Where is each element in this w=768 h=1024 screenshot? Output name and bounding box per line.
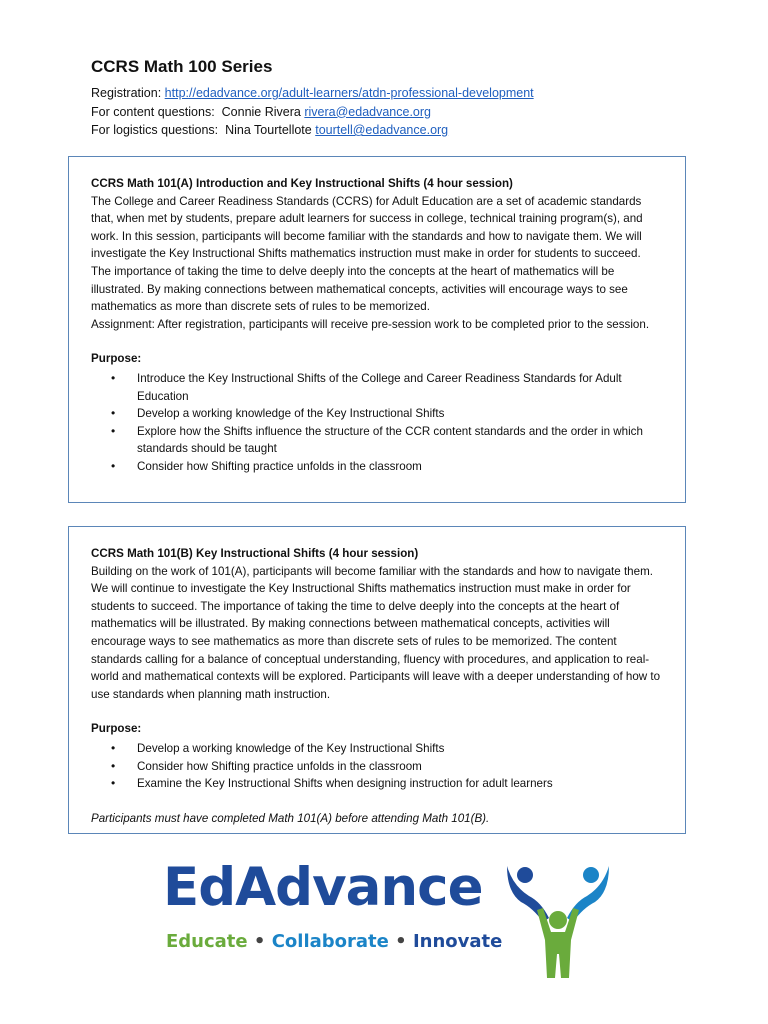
tagline-separator: •	[395, 931, 407, 952]
content-contact-line	[91, 103, 731, 122]
page-title: CCRS Math 100 Series	[91, 57, 273, 76]
content-email-link[interactable]: rivera@edadvance.org	[304, 104, 431, 119]
session-b-prerequisite-note: Participants must have completed Math 101(A) before attending Math 101(B).	[91, 811, 490, 825]
session-a-box	[68, 156, 686, 503]
session-a-body: The College and Career Readiness Standards (CCRS) for Adult Education are a set of academic standards that, when met by students, prepare adult learners for success in college, technical training program(s), and work. In this session, participants will become familiar with the standards and how to navigate them. We will investigate the Key Instructional Shifts mathematics instruction must make in order for students to succeed. The importance of taking the time to delve deeply into the concepts at the heart of mathematics will be illustrated. By making connections between mathematical concepts, activities will encourage ways to see mathematics as more than discrete sets of rules to be memorized.	[91, 194, 643, 314]
session-b-body: Building on the work of 101(A), participants will become familiar with the standards and how to navigate them. We will continue to investigate the Key Instructional Shifts mathematics instruction must make in order for students to succeed. The importance of taking the time to delve deeply into the concepts at the heart of mathematics will be illustrated. By making connections between mathematical concepts, activities will encourage ways to see mathematics as more than discrete sets of rules to be memorized. The content standards calling for a balance of conceptual understanding, fluency with procedures, and application to real-world and mathematical contexts will be explored. Participants will leave with a deeper understanding of how to use standards when planning math instruction.	[91, 564, 661, 701]
list-item: • Develop a working knowledge of the Key Instructional Shifts	[137, 740, 663, 758]
people-icon	[503, 858, 613, 988]
session-a-title: CCRS Math 101(A) Introduction and Key Instructional Shifts (4 hour session)	[91, 177, 513, 190]
registration-line	[91, 84, 731, 103]
session-a-purpose-list	[91, 370, 663, 476]
list-item: • Examine the Key Instructional Shifts when designing instruction for adult learners	[137, 775, 663, 793]
session-b-box	[68, 526, 686, 834]
tagline-collaborate: Collaborate	[271, 931, 389, 952]
logistics-email-link[interactable]: tourtell@edadvance.org	[315, 123, 449, 137]
list-item: • Introduce the Key Instructional Shifts of the College and Career Readiness Standards for Adult Education	[137, 370, 663, 405]
logo-advance: Advance	[235, 857, 483, 918]
session-b-title: CCRS Math 101(B) Key Instructional Shifts (4 hour session)	[91, 547, 419, 560]
content-contact-name: Connie Rivera	[221, 104, 301, 119]
session-a-assignment: Assignment: After registration, participants will receive pre-session work to be completed prior to the session.	[91, 317, 650, 331]
session-b-purpose-list	[91, 740, 663, 793]
session-a-purpose-label: Purpose:	[91, 352, 142, 366]
logistics-contact-line	[91, 121, 731, 140]
logistics-label: For logistics questions:	[91, 123, 219, 137]
logo-ed: Ed	[163, 857, 236, 918]
logistics-contact-name: Nina Tourtellote	[225, 123, 312, 137]
registration-label: Registration:	[91, 86, 162, 100]
list-item: • Consider how Shifting practice unfolds in the classroom	[137, 458, 663, 476]
list-item: • Develop a working knowledge of the Key Instructional Shifts	[137, 405, 663, 423]
logo-tagline	[166, 931, 502, 952]
tagline-educate: Educate	[166, 931, 248, 952]
registration-link[interactable]: http://edadvance.org/adult-learners/atdn-professional-development	[164, 86, 534, 100]
list-item: • Explore how the Shifts influence the structure of the CCR content standards and the order in which standards should be taught	[137, 423, 663, 458]
logo-wordmark	[163, 858, 483, 918]
tagline-innovate: Innovate	[412, 931, 503, 952]
tagline-separator: •	[253, 931, 266, 952]
list-item: • Consider how Shifting practice unfolds in the classroom	[137, 758, 663, 776]
edadvance-logo	[163, 858, 613, 988]
header	[91, 56, 731, 140]
content-label: For content questions:	[91, 104, 215, 119]
session-b-purpose-label: Purpose:	[91, 722, 142, 736]
